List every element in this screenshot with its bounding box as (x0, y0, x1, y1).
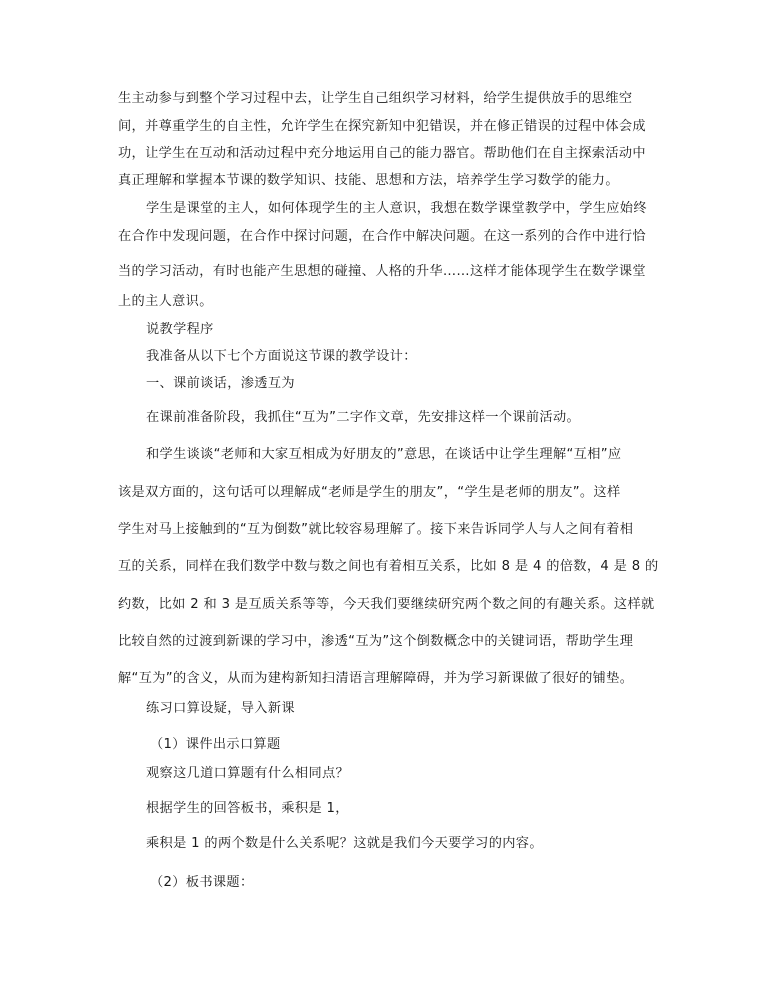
paragraph-line-17: 约数，比如 2 和 3 是互质关系等等，今天我们要继续研究两个数之间的有趣关系。这样就 (118, 597, 655, 612)
paragraph-line-16: 互的关系，同样在我们数学中数与数之间也有着相互关系，比如 8 是 4 的倍数，4 是 8 的 (118, 559, 659, 574)
paragraph-line-24: 乘积是 1 的两个数是什么关系呢？这就是我们今天要学习的内容。 (146, 836, 543, 851)
paragraph-line-15: 学生对马上接触到的“互为倒数”就比较容易理解了。接下来告诉同学人与人之间有着相 (118, 522, 634, 537)
paragraph-line-3: 功，让学生在互动和活动过程中充分地运用自己的能力器官。帮助他们在自主探索活动中 (118, 146, 646, 161)
paragraph-line-22: 观察这几道口算题有什么相同点？ (146, 766, 350, 781)
paragraph-line-7: 当的学习活动，有时也能产生思想的碰撞、人格的升华……这样才能体现学生在数学课堂 (118, 264, 646, 279)
paragraph-line-14: 该是双方面的，这句话可以理解成“老师是学生的朋友”，“学生是老师的朋友”。这样 (118, 485, 621, 500)
paragraph-line-19: 解“互为”的含义，从而为建构新知扫清语言理解障碍，并为学习新课做了很好的铺垫。 (118, 671, 634, 686)
section-heading-teaching-procedure: 说教学程序 (146, 322, 214, 337)
paragraph-line-6: 在合作中发现问题，在合作中探讨问题，在合作中解决问题。在这一系列的合作中进行恰 (118, 229, 646, 244)
paragraph-line-12: 在课前准备阶段，我抓住“互为”二字作文章，先安排这样一个课前活动。 (146, 410, 581, 425)
paragraph-line-5: 学生是课堂的主人，如何体现学生的主人意识，我想在数学课堂教学中，学生应始终 (146, 201, 647, 216)
paragraph-line-2: 间，并尊重学生的自主性，允许学生在探究新知中犯错误，并在修正错误的过程中体会成 (118, 119, 646, 134)
section-heading-pre-class-talk: 一、课前谈话，渗透互为 (146, 376, 295, 391)
paragraph-line-13: 和学生谈谈“老师和大家互相成为好朋友的”意思，在谈话中让学生理解“互相”应 (146, 447, 622, 462)
list-item-2: （2）板书课题： (150, 875, 254, 890)
paragraph-line-18: 比较自然的过渡到新课的学习中，渗透“互为”这个倒数概念中的关键词语，帮助学生理 (118, 634, 634, 649)
paragraph-line-1: 生主动参与到整个学习过程中去，让学生自己组织学习材料，给学生提供放手的思维空 (118, 91, 633, 106)
section-heading-oral-practice: 练习口算设疑，导入新课 (146, 701, 295, 716)
paragraph-line-8: 上的主人意识。 (118, 294, 213, 309)
list-item-1: （1）课件出示口算题 (150, 737, 281, 752)
paragraph-line-4: 真正理解和掌握本节课的数学知识、技能、思想和方法，培养学生学习数学的能力。 (118, 173, 619, 188)
paragraph-line-23: 根据学生的回答板书，乘积是 1， (146, 801, 349, 816)
paragraph-line-10: 我准备从以下七个方面说这节课的教学设计： (146, 349, 417, 364)
